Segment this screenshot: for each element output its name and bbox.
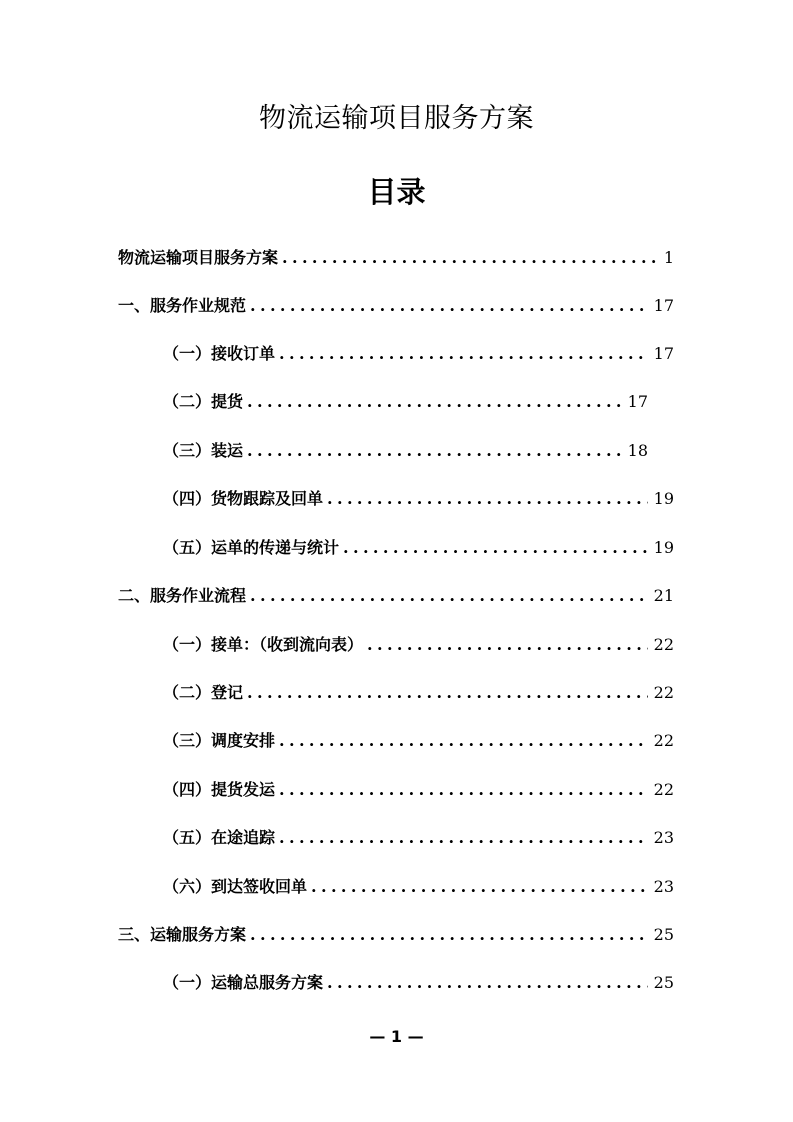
toc-entry[interactable] <box>163 826 674 850</box>
toc-entry-label: （五）在途追踪 <box>163 828 276 847</box>
toc-heading: 目录 <box>367 175 426 209</box>
toc-entry[interactable] <box>163 342 674 366</box>
toc-entry[interactable] <box>118 294 674 318</box>
toc-entry-page: 1 <box>663 248 674 267</box>
toc-entry-label: （六）到达签收回单 <box>163 877 308 896</box>
toc-dot-leader <box>250 923 648 947</box>
toc-dot-leader <box>279 729 648 753</box>
toc-dot-leader <box>327 487 648 511</box>
toc-entry-label: （一）接收订单 <box>163 344 276 363</box>
toc-entry-label: （三）调度安排 <box>163 731 276 750</box>
toc-dot-leader <box>279 342 648 366</box>
toc-entry[interactable] <box>163 633 674 657</box>
toc-entry-label: （四）货物跟踪及回单 <box>163 489 324 508</box>
toc-entry-page: 17 <box>653 296 674 315</box>
toc-dot-leader <box>247 681 648 705</box>
toc-dot-leader <box>247 439 622 463</box>
toc-dot-leader <box>279 826 648 850</box>
toc-dot-leader <box>367 633 648 657</box>
toc-entry-page: 22 <box>653 683 674 702</box>
toc-entry[interactable] <box>118 584 674 608</box>
toc-entry-label: （一）接单：（收到流向表） <box>163 635 364 654</box>
toc-dot-leader <box>282 246 658 270</box>
toc-entry[interactable] <box>118 923 674 947</box>
toc-entry-page: 17 <box>653 344 674 363</box>
document-title: 物流运输项目服务方案 <box>259 103 534 134</box>
toc-entry-page: 22 <box>653 731 674 750</box>
toc-dot-leader <box>247 390 622 414</box>
toc-dot-leader <box>250 584 648 608</box>
toc-dot-leader <box>250 294 648 318</box>
toc-entry-label: （四）提货发运 <box>163 780 276 799</box>
toc-entry-page: 22 <box>653 635 674 654</box>
page-number-footer: — 1 — <box>369 1027 424 1046</box>
toc-entry-label: （二）登记 <box>163 683 244 702</box>
toc-entry-page: 17 <box>627 392 648 411</box>
toc-entry[interactable] <box>163 487 674 511</box>
toc-dot-leader <box>311 875 648 899</box>
toc-entry[interactable] <box>163 439 648 463</box>
toc-entry-page: 19 <box>653 538 674 557</box>
toc-entry-page: 18 <box>627 441 648 460</box>
toc-entry[interactable] <box>118 246 674 270</box>
toc-entry-page: 19 <box>653 489 674 508</box>
toc-entry[interactable] <box>163 681 674 705</box>
toc-entry-page: 23 <box>653 877 674 896</box>
toc-dot-leader <box>327 971 648 995</box>
toc-dot-leader <box>279 778 648 802</box>
toc-entry[interactable] <box>163 778 674 802</box>
toc-entry-page: 21 <box>653 586 674 605</box>
toc-entry[interactable] <box>163 875 674 899</box>
toc-dot-leader <box>343 536 648 560</box>
toc-entry-label: （三）装运 <box>163 441 244 460</box>
toc-entry-label: （五）运单的传递与统计 <box>163 538 340 557</box>
toc-entry-page: 25 <box>653 925 674 944</box>
toc-entry-label: 二、服务作业流程 <box>118 586 247 605</box>
toc-entry[interactable] <box>163 536 674 560</box>
toc-entry-page: 23 <box>653 828 674 847</box>
toc-entry-label: 物流运输项目服务方案 <box>118 248 279 267</box>
toc-entry-label: 三、运输服务方案 <box>118 925 247 944</box>
toc-entry[interactable] <box>163 390 648 414</box>
toc-entry[interactable] <box>163 729 674 753</box>
toc-entry-label: 一、服务作业规范 <box>118 296 247 315</box>
toc-entry-page: 25 <box>653 973 674 992</box>
toc-entry-label: （二）提货 <box>163 392 244 411</box>
toc-entry-page: 22 <box>653 780 674 799</box>
toc-entry[interactable] <box>163 971 674 995</box>
toc-entry-label: （一）运输总服务方案 <box>163 973 324 992</box>
